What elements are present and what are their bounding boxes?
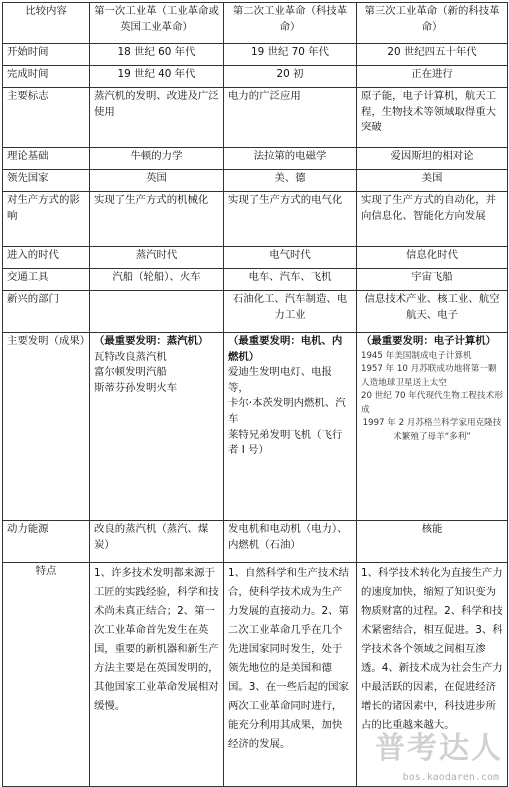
table-cell: 18 世纪 60 年代	[90, 44, 224, 66]
table-cell	[357, 333, 508, 521]
invention-heading: （最重要发明：蒸汽机）	[94, 335, 209, 347]
table-cell: 19 世纪 70 年代	[224, 44, 357, 66]
comparison-table	[2, 2, 508, 787]
invention-item: 斯蒂芬孙发明火车	[94, 381, 178, 394]
table-cell: 蒸汽机的发明、改进及广泛使用	[90, 88, 224, 148]
table-cell: 实现了生产方式的电气化	[224, 192, 357, 247]
header-cell: 第二次工业革命（科技革命）	[224, 3, 357, 44]
table-cell: 原子能，电子计算机，航天工程，生物技术等领域取得重大突破	[357, 88, 508, 148]
table-cell: 19 世纪 40 年代	[90, 66, 224, 88]
table-row	[3, 521, 508, 563]
table-cell: 牛顿的力学	[90, 148, 224, 170]
table-row	[3, 291, 508, 333]
watermark-logo: 普考达人	[375, 731, 503, 766]
row-label: 交通工具	[3, 269, 90, 291]
header-cell: 比较内容	[3, 3, 90, 44]
row-label: 动力能源	[3, 521, 90, 563]
table-cell: 英国	[90, 170, 224, 192]
table-cell: 20 初	[224, 66, 357, 88]
table-row	[3, 269, 508, 291]
header-row	[3, 3, 508, 44]
invention-heading: （最重要发明：电机、内燃机）	[228, 335, 343, 363]
table-row	[3, 88, 508, 148]
table-row	[3, 148, 508, 170]
table-cell: 汽船（轮船）、火车	[90, 269, 224, 291]
header-cell: 第一次工业革（工业革命或英国工业革命）	[90, 3, 224, 44]
watermark-url: bos.kaodaren.com	[402, 772, 499, 783]
invention-item: 卡尔·本茨发明内燃机、汽车	[228, 397, 346, 425]
header-cell: 第三次工业革命（新的科技革命）	[357, 3, 508, 44]
table-cell: 核能	[357, 521, 508, 563]
row-label: 完成时间	[3, 66, 90, 88]
table-cell: 爱因斯坦的相对论	[357, 148, 508, 170]
table-cell: 信息技术产业、核工业、航空航天、电子	[357, 291, 508, 333]
table-cell: 1、自然科学和生产技术结合，使科学技术成为生产力发展的直接动力。2、第二次工业革命几乎在几个先进国家同时发生，处于领先地位的是美国和德国。3、在一些后起的国家两次工业革命同时进行，能充分利用其成果，加快经济的发展。	[224, 563, 357, 787]
table-row	[3, 192, 508, 247]
table-cell	[90, 291, 224, 333]
row-label: 主要发明（成果）	[3, 333, 90, 521]
row-label: 领先国家	[3, 170, 90, 192]
table-cell: 信息化时代	[357, 247, 508, 269]
table-cell: 法拉第的电磁学	[224, 148, 357, 170]
invention-item: 莱特兄弟发明飞机（飞行者 I 号）	[228, 428, 343, 457]
row-label: 对生产方式的影响	[3, 192, 90, 247]
table-cell: 正在进行	[357, 66, 508, 88]
invention-heading: （最重要发明：电子计算机）	[361, 335, 497, 347]
row-label: 特点	[3, 563, 90, 787]
table-cell: 电力的广泛应用	[224, 88, 357, 148]
row-label: 主要标志	[3, 88, 90, 148]
table-cell	[90, 333, 224, 521]
table-cell: 美国	[357, 170, 508, 192]
invention-item: 1945 年美国制成电子计算机	[361, 350, 472, 361]
table-cell: 发电机和电动机（电力）、内燃机（石油）	[224, 521, 357, 563]
invention-item: 爱迪生发明电灯、电报等，	[228, 366, 332, 394]
table-cell: 实现了生产方式的机械化	[90, 192, 224, 247]
table-cell: 1、科学技术转化为直接生产力的速度加快，缩短了知识变为物质财富的过程。2、科学和技术紧密结合，相互促进。3、科学技术各个领域之间相互渗透。4、新技术成为社会生产力中最活跃的因素，在促进经济增长的诸因素中，科技进步所占的比重越来越大。	[357, 563, 508, 787]
table-row	[3, 170, 508, 192]
row-label: 开始时间	[3, 44, 90, 66]
table-row	[3, 247, 508, 269]
row-label: 新兴的部门	[3, 291, 90, 333]
table-cell: 电车、汽车、飞机	[224, 269, 357, 291]
invention-item: 1957 年 10 月苏联成功地将第一颗人造地球卫星送上太空	[361, 364, 497, 388]
table-cell: 宇宙飞船	[357, 269, 508, 291]
table-cell: 美、德	[224, 170, 357, 192]
table-row	[3, 333, 508, 521]
invention-item: 1997 年 2 月苏格兰科学家用克隆技术繁殖了母羊“多利”	[362, 418, 502, 442]
row-label: 理论基础	[3, 148, 90, 170]
table-cell: 20 世纪四五十年代	[357, 44, 508, 66]
table-cell: 蒸汽时代	[90, 247, 224, 269]
row-label: 进入的时代	[3, 247, 90, 269]
invention-item: 瓦特改良蒸汽机	[94, 350, 167, 363]
table-cell: 1、许多技术发明都来源于工匠的实践经验，科学和技术尚未真正结合；2、第一次工业革命首先发生在英国，重要的新机器和新生产方法主要是在英国发明的，其他国家工业革命发展相对缓慢。	[90, 563, 224, 787]
invention-item: 富尔顿发明汽船	[94, 366, 167, 379]
invention-item: 20 世纪 70 年代现代生物工程技术形成	[361, 391, 503, 415]
table-cell: 电气时代	[224, 247, 357, 269]
table-cell: 石油化工、汽车制造、电力工业	[224, 291, 357, 333]
table-row	[3, 66, 508, 88]
table-cell: 实现了生产方式的自动化，并向信息化、智能化方向发展	[357, 192, 508, 247]
table-row	[3, 44, 508, 66]
table-cell	[224, 333, 357, 521]
table-cell: 改良的蒸汽机（蒸汽、煤炭）	[90, 521, 224, 563]
